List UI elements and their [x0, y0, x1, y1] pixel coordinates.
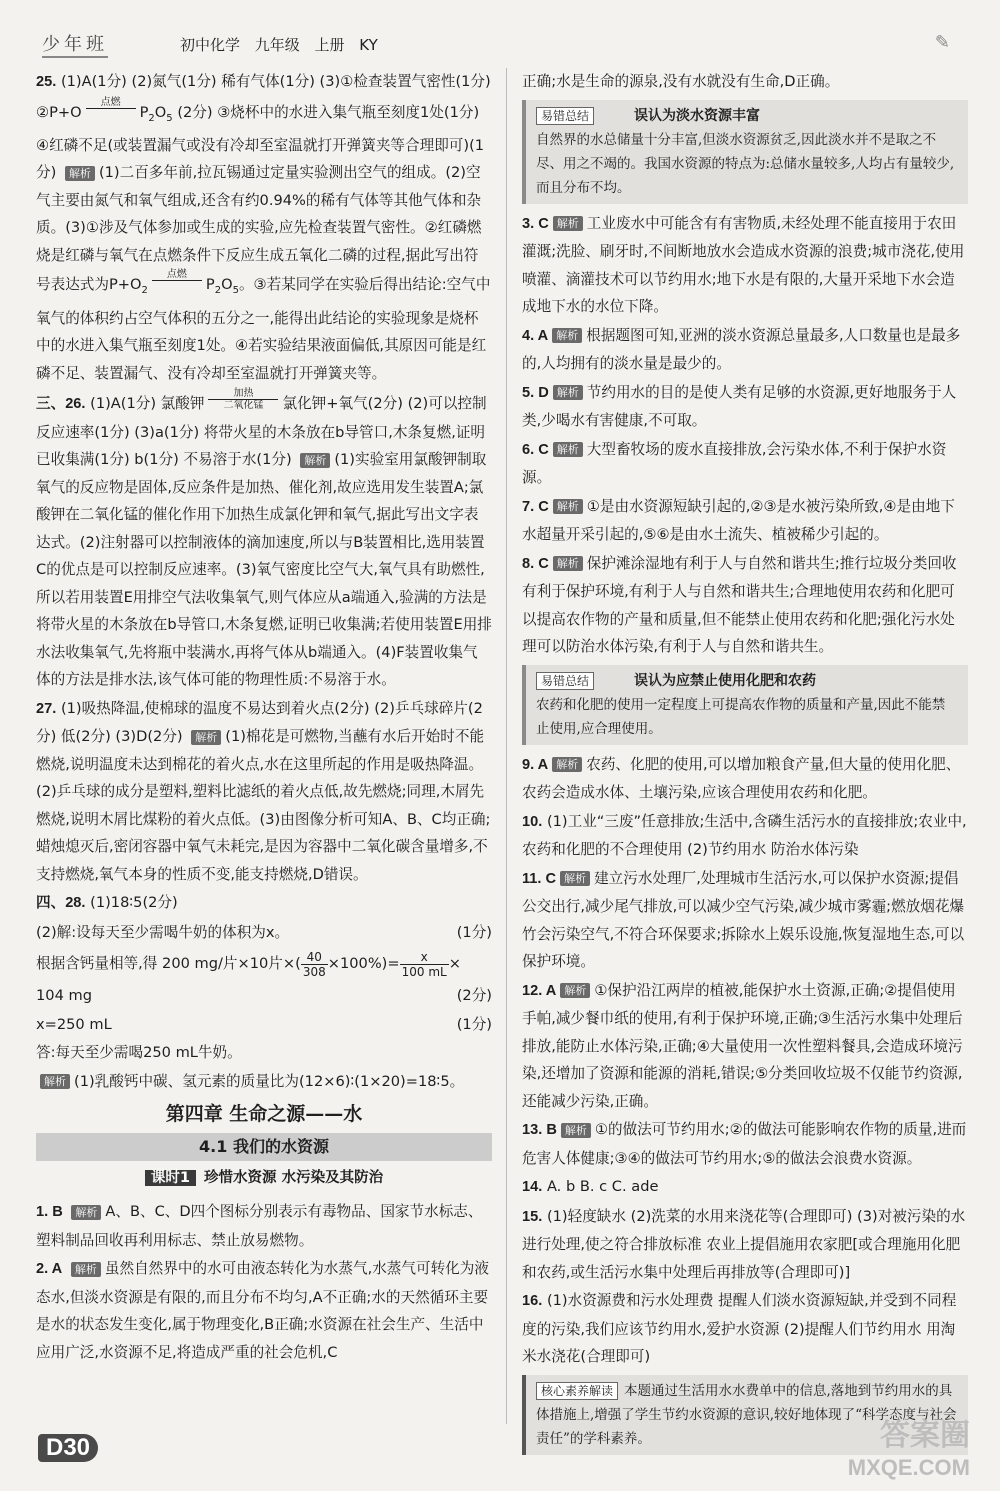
- q28-line6: 答:每天至少需喝250 mL牛奶。: [36, 1044, 242, 1062]
- analysis-tag: 解析: [40, 1074, 70, 1089]
- lesson-badge: 课时1: [145, 1170, 196, 1186]
- analysis-tag: 解析: [560, 871, 590, 886]
- question-4: 4. A 解析 根据题图可知,亚洲的淡水资源总量最多,人口数量也是最多的,人均拥有的淡水量是最少的。: [522, 326, 961, 372]
- question-8: 8. C 解析 保护滩涂湿地有利于人与自然和谐共生;推行垃圾分类回收有利于保护环境,有利于人与自然和谐共生;合理地使用农药和化肥可以提高农作物的产量和质量,但不能禁止使用农药和化肥;强化污水处理可以防治水体污染,有利于人与自然和谐共生。: [522, 554, 957, 655]
- fraction: $\frac{40}{308}$: [302, 949, 326, 979]
- error-summary-box: 易错总结 误认为应禁止使用化肥和农药 农药和化肥的使用一定程度上可提高农作物的质量和产量,因此不能禁止使用,应合理使用。: [522, 665, 968, 745]
- column-divider: [506, 68, 507, 1424]
- q28-line5: x=250 mL (1分): [36, 1015, 492, 1033]
- question-27: 27. (1)吸热降温,使棉球的温度不易达到着火点(2分) (2)乒乓球碎片(2分) 低(2分) (3)D(2分) 解析 (1)棉花是可燃物,当蘸有水后开始时不能燃烧,说明温度未达到棉花的着火点,水在这里所起的作用是吸热降温。(2)乒乓球的成分是塑料,塑料比滤纸的着火点低,故先燃烧;同理,木屑先燃烧,说明木屑比煤粉的着火点低。(3)由图像分析可知A、B、C均正确;蜡烛熄灭后,密闭容器中氧气未耗完,是因为容器中二氧化碳含量增多,不支持燃烧,氧气本身的性质不变,能支持燃烧,D错误。: [36, 699, 491, 883]
- question-14: 14. A. b B. c C. ade: [522, 1178, 659, 1195]
- question-12: 12. A 解析 ①保护沿江两岸的植被,能保护水土资源,正确;②提倡使用手帕,减少餐巾纸的使用,有利于保护环境,正确;③生活污水集中处理后排放,能防止水体污染,正确;④大量使用一次性塑料餐具,会造成环境污染,还增加了资源和能源的消耗,错误;⑤分类回收垃圾不仅能节约资源,还能减少污染,正确。: [522, 981, 963, 1110]
- page-header: [30, 28, 970, 64]
- logo: 少年班: [42, 30, 108, 58]
- analysis-tag: 解析: [553, 442, 583, 457]
- q28-line2: (2)解:设每天至少需喝牛奶的体积为x。 (1分): [36, 923, 492, 941]
- question-5: 5. D 解析 节约用水的目的是使人类有足够的水资源,更好地服务于人类,少喝水有害健康,不可取。: [522, 383, 957, 429]
- analysis-tag: 解析: [71, 1205, 101, 1220]
- error-summary-box: 易错总结 误认为淡水资源丰富 自然界的水总储量十分丰富,但淡水资源贫乏,因此淡水并不是取之不尽、用之不竭的。我国水资源的特点为:总储水量较多,人均占有量较少,而且分布不均。: [522, 100, 968, 204]
- lesson-title: 课时1 珍惜水资源 水污染及其防治: [36, 1165, 492, 1193]
- doodle-icon: ✎: [934, 32, 950, 53]
- question-7: 7. C 解析 ①是由水资源短缺引起的,②③是水被污染所致,④是由地下水超量开采引起的,⑤⑥是由水土流失、植被稀少引起的。: [522, 497, 955, 543]
- question-28: 四、28. (1)18∶5(2分): [36, 894, 178, 912]
- analysis-tag: 解析: [552, 328, 582, 343]
- analysis-tag: 解析: [560, 983, 590, 998]
- question-15: 15. (1)轻度缺水 (2)洗菜的水用来浇花等(合理即可) (3)对被污染的水进行处理,使之符合排放标准 农业上提倡施用农家肥[或合理施用化肥和农药,或生活污水集中处理后再排放等(合理即可)]: [522, 1207, 966, 1281]
- analysis-tag: 解析: [553, 499, 583, 514]
- question-11: 11. C 解析 建立污水处理厂,处理城市生活污水,可以保护水资源;提倡公交出行,减少尾气排放,可以减少空气污染,减少城市雾霾;燃放烟花爆竹会污染空气,不符合环保要求;拆除水上娱乐设施,恢复湿地生态,可以保护环境。: [522, 869, 965, 970]
- question-26: 三、26. (1)A(1分) 氯酸钾 加热 二氧化锰 氯化钾+氧气(2分) (2)可以控制反应速率(1分) (3)a(1分) 将带火星的木条放在b导管口,木条复燃,证明已收集满(1分) b(1分) 不易溶于水(1分) 解析 (1)实验室用氯酸钾制取氧气的反应物是固体,反应条件是加热、催化剂,故应选用发生装置A;氯酸钾在二氧化锰的催化作用下加热生成氯化钾和氧气,据此写出文字表达式。(2)注射器可以控制液体的滴加速度,所以与B装置相比,选用装置C的优点是可以控制反应速率。(3)氧气密度比空气大,氧气具有助燃性,所以若用装置E用排空气法收集氧气,则气体应从a端通入,验满的方法是将带火星的木条放在b导管口,木条复燃,证明已收集满;若使用装置E用排水法收集氧气,先将瓶中装满水,再将气体从b端通入。(4)F装置收集气体的方法是排水法,该气体可能的物理性质:不易溶于水。: [36, 388, 492, 689]
- watermark: 答案圈 MXQE.COM: [847, 1419, 970, 1480]
- q2-continued: 正确;水是生命的源泉,没有水就没有生命,D正确。: [522, 73, 840, 90]
- question-3: 3. C 解析 工业废水中可能含有有害物质,未经处理不能直接用于农田灌溉;洗脸、刷牙时,不间断地放水会造成水资源的浪费;城市浇花,使用喷灌、滴灌技术可以节约用水;地下水是有限的,大量开采地下水会造成地下水的水位下降。: [522, 214, 965, 315]
- analysis-tag: 解析: [553, 216, 583, 231]
- question-10: 10. (1)工业“三废”任意排放;生活中,含磷生活污水的直接排放;农业中,农药和化肥的不合理使用 (2)节约用水 防治水体污染: [522, 812, 967, 858]
- page-number: D30: [38, 1434, 98, 1462]
- right-column: [522, 68, 968, 1461]
- fraction: $\frac{x}{100 mL}$: [401, 949, 447, 979]
- question-9: 9. A 解析 农药、化肥的使用,可以增加粮食产量,但大量的使用化肥、农药会造成水体、土壤污染,应该合理使用农药和化肥。: [522, 755, 961, 801]
- analysis-tag: 解析: [191, 730, 221, 745]
- section-title: 4.1 我们的水资源: [36, 1133, 492, 1161]
- analysis-tag: 解析: [553, 556, 583, 571]
- error-summary-badge: 易错总结: [536, 107, 594, 125]
- analysis-tag: 解析: [300, 453, 330, 468]
- error-summary-badge: 易错总结: [536, 672, 594, 690]
- question-1: 1. B 解析 A、B、C、D四个图标分别表示有毒物品、国家节水标志、塑料制品回收再利用标志、禁止放易燃物。: [36, 1203, 483, 1249]
- analysis-tag: 解析: [553, 385, 583, 400]
- core-literacy-badge: 核心素养解读: [536, 1382, 618, 1400]
- header-info: 初中化学 九年级 上册 KY: [180, 36, 378, 54]
- left-column: [36, 68, 492, 1367]
- q28-analysis: 解析 (1)乳酸钙中碳、氢元素的质量比为(12×6)∶(1×20)=18∶5。: [36, 1068, 492, 1096]
- question-25: 25. (1)A(1分) (2)氮气(1分) 稀有气体(1分) (3)①检查装置气密性(1分) ②P+O 点燃 $P_2O_5$ (2分) ③烧杯中的水进入集气瓶至刻度1处(1分) ④红磷不足(或装置漏气或没有冷却至室温就打开弹簧夹等合理即可)(1分) 解析 (1)二百多年前,拉瓦锡通过定量实验测出空气的组成。(2)空气主要由氮气和氧气组成,还含有约0.94%的稀有气体等其他气体和杂质。(3)①涉及气体参加或生成的实验,应先检查装置气密性。②红磷燃烧是红磷与氧气在点燃条件下反应生成五氧化二磷的过程,据此写出符号表达式为$P+O_2$ 点燃 $P_2O_5$。③若某同学在实验后得出结论:空气中氧气的体积约占空气体积的五分之一,能得出此结论的实验现象是烧杯中的水进入集气瓶至刻度1处。④若实验结果液面偏低,其原因可能是红磷不足、装置漏气、没有冷却至室温就打开弹簧夹等。: [36, 73, 491, 382]
- q28-line3: 根据含钙量相等,得 200 mg/片×10片×( $\frac{40}{308}$ ×100%)= $\frac{x}{100 mL}$ ×: [36, 949, 461, 979]
- question-6: 6. C 解析 大型畜牧场的废水直接排放,会污染水体,不利于保护水资源。: [522, 440, 947, 486]
- analysis-tag: 解析: [65, 166, 95, 181]
- analysis-tag: 解析: [71, 1262, 101, 1277]
- core-literacy-box: 核心素养解读 本题通过生活用水水费单中的信息,落地到节约用水的具体措施上,增强了学生节约水资源的意识,较好地体现了“科学态度与社会责任”的学科素养。: [522, 1375, 968, 1455]
- question-13: 13. B 解析 ①的做法可节约用水;②的做法可能影响农作物的质量,进而危害人体健康;③④的做法可节约用水;⑤的做法会浪费水资源。: [522, 1121, 967, 1167]
- analysis-tag: 解析: [561, 1123, 591, 1138]
- analysis-tag: 解析: [552, 757, 582, 772]
- chapter-title: 第四章 生命之源——水: [165, 1103, 363, 1126]
- q28-line4: 104 mg (2分): [36, 987, 492, 1005]
- question-2: 2. A 解析 虽然自然界中的水可由液态转化为水蒸气,水蒸气可转化为液态水,但淡水资源是有限的,而且分布不均匀,A不正确;水的天然循环主要是水的状态发生变化,属于物理变化,B正确;水资源在社会生产、生活中应用广泛,水资源不足,将造成严重的社会危机,C: [36, 1260, 489, 1361]
- question-16: 16. (1)水资源费和污水处理费 提醒人们淡水资源短缺,并受到不同程度的污染,我们应该节约用水,爱护水资源 (2)提醒人们节约用水 用淘米水浇花(合理即可): [522, 1292, 957, 1365]
